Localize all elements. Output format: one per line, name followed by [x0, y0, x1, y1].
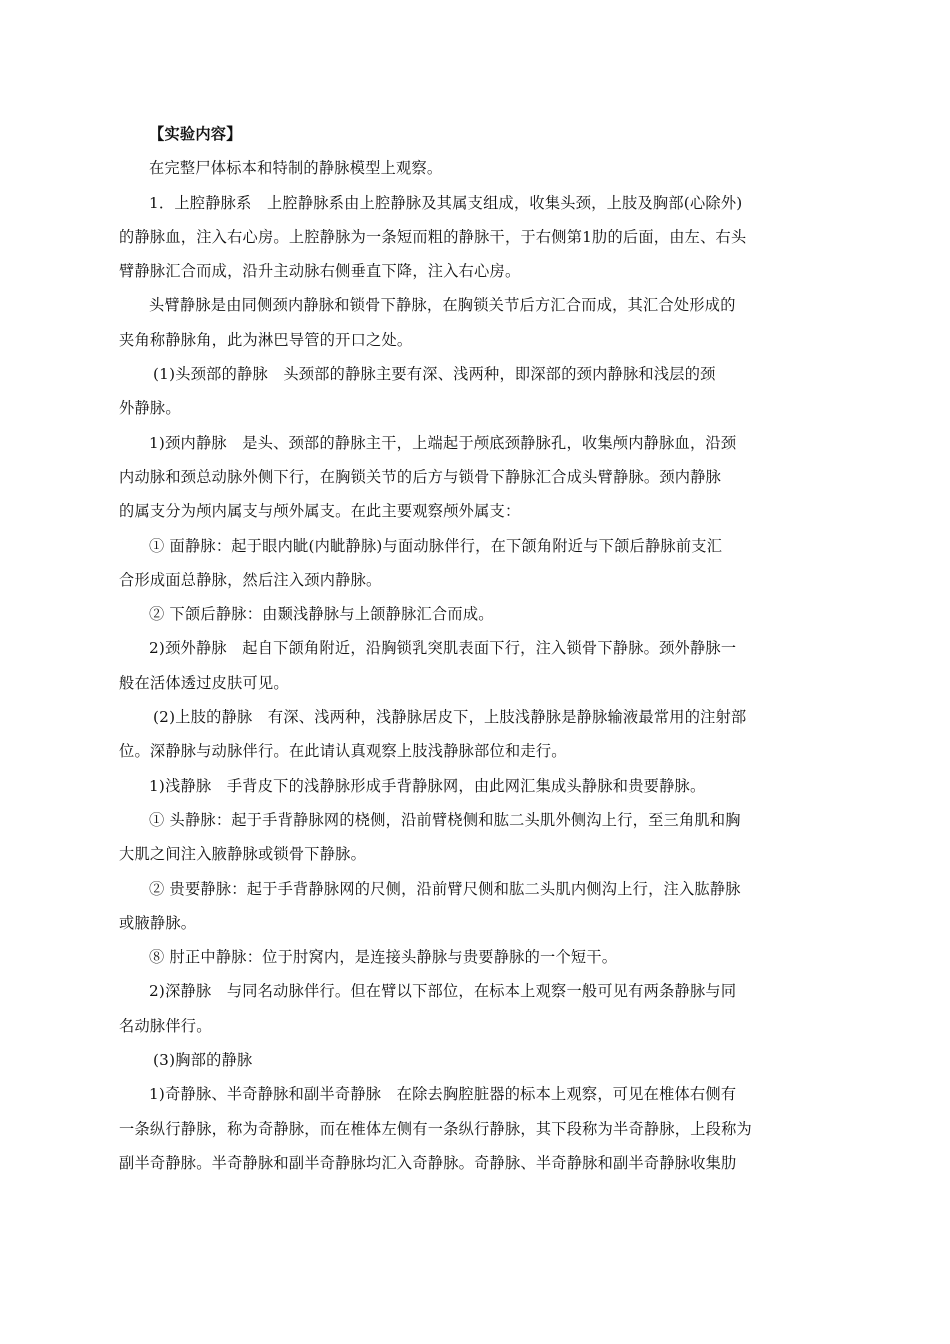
document-body — [119, 117, 815, 1180]
text-line: 1．上腔静脉系 上腔静脉系由上腔静脉及其属支组成，收集头颈，上肢及胸部(心除外) — [149, 193, 743, 212]
text-line: 的静脉血，注入右心房。上腔静脉为一条短而粗的静脉干，于右侧第1肋的后面，由左、右头 — [119, 227, 747, 246]
text-line: 1)浅静脉 手背皮下的浅静脉形成手背静脉网，由此网汇集成头静脉和贵要静脉。 — [149, 776, 706, 795]
text-line: 夹角称静脉角，此为淋巴导管的开口之处。 — [119, 330, 413, 349]
text-line: 合形成面总静脉，然后注入颈内静脉。 — [119, 570, 382, 589]
text-line: ② 下颌后静脉：由颞浅静脉与上颌静脉汇合而成。 — [149, 605, 494, 624]
text-line: 1)颈内静脉 是头、颈部的静脉主干，上端起于颅底颈静脉孔，收集颅内静脉血，沿颈 — [149, 433, 737, 452]
text-line: ⑧ 肘正中静脉：位于肘窝内，是连接头静脉与贵要静脉的一个短干。 — [149, 948, 618, 967]
text-line: 一条纵行静脉，称为奇静脉，而在椎体左侧有一条纵行静脉，其下段称为半奇静脉，上段称为 — [119, 1119, 752, 1138]
text-line: 2)颈外静脉 起自下颌角附近，沿胸锁乳突肌表面下行，注入锁骨下静脉。颈外静脉一 — [149, 639, 737, 658]
text-line: 在完整尸体标本和特制的静脉模型上观察。 — [149, 159, 443, 178]
text-line: ① 面静脉：起于眼内眦(内眦静脉)与面动脉伴行，在下颌角附近与下颌后静脉前支汇 — [149, 536, 723, 555]
text-line: 或腋静脉。 — [119, 913, 197, 932]
text-line: 名动脉伴行。 — [119, 1016, 212, 1035]
text-line: 1)奇静脉、半奇静脉和副半奇静脉 在除去胸腔脏器的标本上观察，可见在椎体右侧有 — [149, 1085, 737, 1104]
text-line: 内动脉和颈总动脉外侧下行，在胸锁关节的后方与锁骨下静脉汇合成头臂静脉。颈内静脉 — [119, 467, 722, 486]
text-line: 臂静脉汇合而成，沿升主动脉右侧垂直下降，注入右心房。 — [119, 262, 521, 281]
text-line: (2)上肢的静脉 有深、浅两种，浅静脉居皮下，上肢浅静脉是静脉输液最常用的注射部 — [153, 708, 747, 727]
text-line: (1)头颈部的静脉 头颈部的静脉主要有深、浅两种，即深部的颈内静脉和浅层的颈 — [153, 365, 716, 384]
text-line: 副半奇静脉。半奇静脉和副半奇静脉均汇入奇静脉。奇静脉、半奇静脉和副半奇静脉收集肋 — [119, 1153, 737, 1172]
text-line: 大肌之间注入腋静脉或锁骨下静脉。 — [119, 845, 366, 864]
section-heading: 【实验内容】 — [149, 125, 242, 143]
text-line: 般在活体透过皮肤可见。 — [119, 673, 289, 692]
text-line: ② 贵要静脉：起于手背静脉网的尺侧，沿前臂尺侧和肱二头肌内侧沟上行，注入肱静脉 — [149, 879, 741, 898]
text-line: ① 头静脉：起于手背静脉网的桡侧，沿前臂桡侧和肱二头肌外侧沟上行，至三角肌和胸 — [149, 810, 741, 829]
text-line: 的属支分为颅内属支与颅外属支。在此主要观察颅外属支： — [119, 502, 521, 521]
text-line: 头臂静脉是由同侧颈内静脉和锁骨下静脉，在胸锁关节后方汇合而成，其汇合处形成的 — [149, 296, 736, 315]
text-line: 位。深静脉与动脉伴行。在此请认真观察上肢浅静脉部位和走行。 — [119, 742, 567, 761]
text-line: 外静脉。 — [119, 399, 181, 418]
text-line: 2)深静脉 与同名动脉伴行。但在臂以下部位，在标本上观察一般可见有两条静脉与同 — [149, 982, 737, 1001]
text-line: (3)胸部的静脉 — [153, 1051, 253, 1070]
